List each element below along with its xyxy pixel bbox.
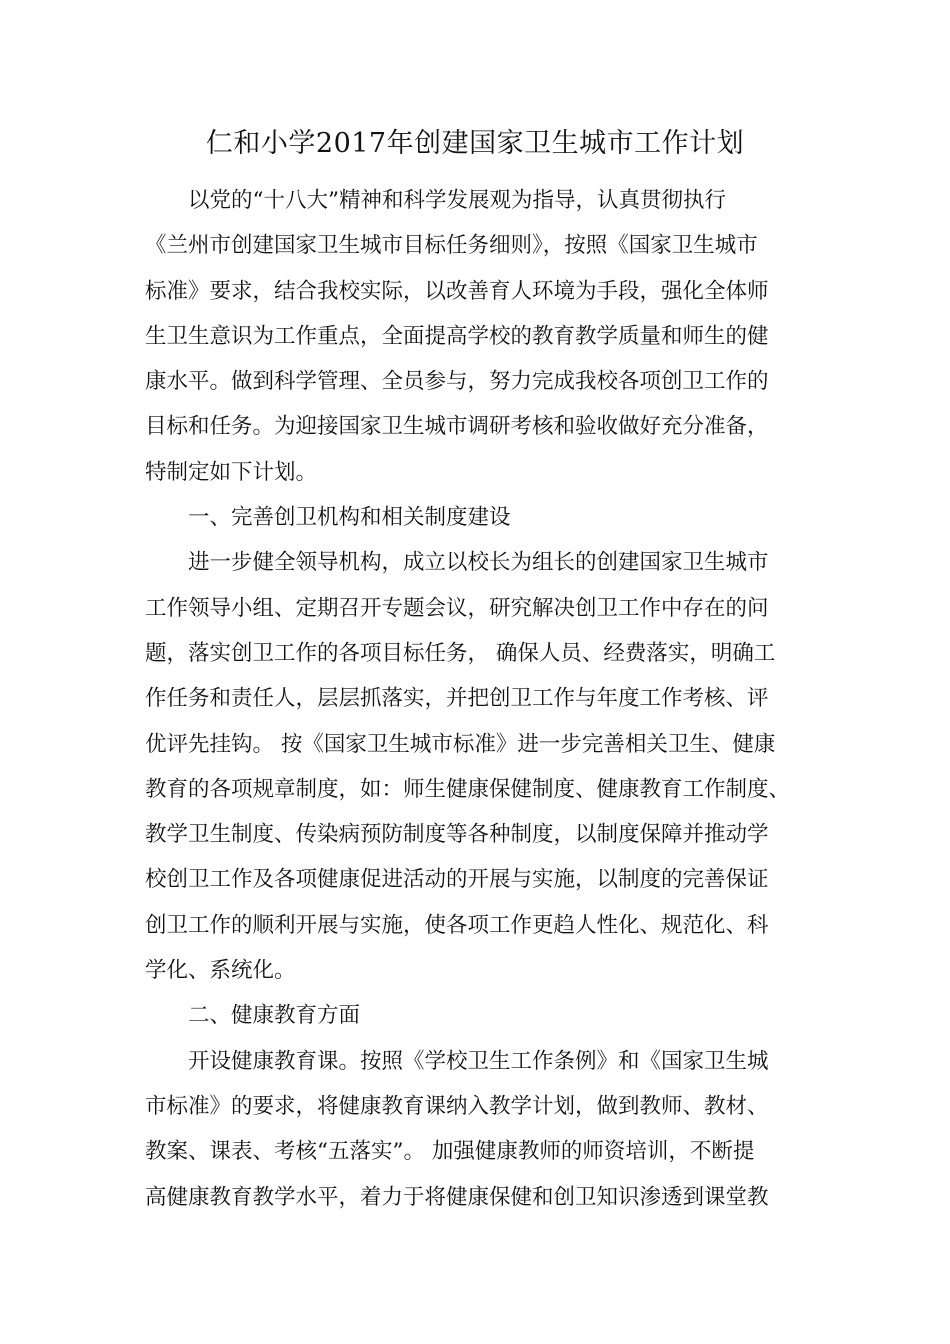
paragraph-line: 作任务和责任人，层层抓落实，并把创卫工作与年度工作考核、评 <box>145 686 769 712</box>
paragraph-line: 创卫工作的顺利开展与实施，使各项工作更趋人性化、规范化、科 <box>145 912 769 938</box>
paragraph-line: 工作领导小组、定期召开专题会议，研究解决创卫工作中存在的问 <box>145 595 769 621</box>
paragraph-line: 校创卫工作及各项健康促进活动的开展与实施，以制度的完善保证 <box>145 867 769 893</box>
section-heading: 一、完善创卫机构和相关制度建设 <box>188 505 511 531</box>
paragraph-line: 康水平。做到科学管理、全员参与，努力完成我校各项创卫工作的 <box>145 369 769 395</box>
paragraph-line: 标准》要求，结合我校实际，以改善育人环境为手段，强化全体师 <box>145 278 769 304</box>
paragraph-line: 开设健康教育课。按照《学校卫生工作条例》和《国家卫生城 <box>188 1048 769 1074</box>
paragraph-line: 生卫生意识为工作重点，全面提高学校的教育教学质量和师生的健 <box>145 323 769 349</box>
paragraph-line: 市标准》的要求，将健康教育课纳入教学计划，做到教师、教材、 <box>145 1093 769 1119</box>
paragraph-line: 优评先挂钩。 按《国家卫生城市标准》进一步完善相关卫生、健康 <box>145 731 776 757</box>
document-title: 仁和小学2017年创建国家卫生城市工作计划 <box>205 128 745 159</box>
paragraph-line: 教学卫生制度、传染病预防制度等各种制度，以制度保障并推动学 <box>145 822 769 848</box>
document-body <box>145 178 805 1220</box>
paragraph-line: 学化、系统化。 <box>145 958 296 984</box>
paragraph-line: 教育的各项规章制度，如：师生健康保健制度、健康教育工作制度、 <box>145 776 791 802</box>
paragraph-line: 进一步健全领导机构，成立以校长为组长的创建国家卫生城市 <box>188 550 769 576</box>
paragraph-line: 《兰州市创建国家卫生城市目标任务细则》，按照《国家卫生城市 <box>145 233 758 259</box>
section-heading: 二、健康教育方面 <box>188 1003 361 1029</box>
paragraph-line: 以党的“十八大”精神和科学发展观为指导，认真贯彻执行 <box>188 188 726 213</box>
paragraph-line: 高健康教育教学水平，着力于将健康保健和创卫知识渗透到课堂教 <box>145 1184 769 1210</box>
paragraph-line: 目标和任务。为迎接国家卫生城市调研考核和验收做好充分准备， <box>145 414 769 440</box>
paragraph-line: 特制定如下计划。 <box>145 459 318 485</box>
paragraph-line: 题，落实创卫工作的各项目标任务， 确保人员、经费落实，明确工 <box>145 640 776 666</box>
paragraph-line: 教案、课表、考核“五落实”。 加强健康教师的师资培训，不断提 <box>145 1139 755 1165</box>
